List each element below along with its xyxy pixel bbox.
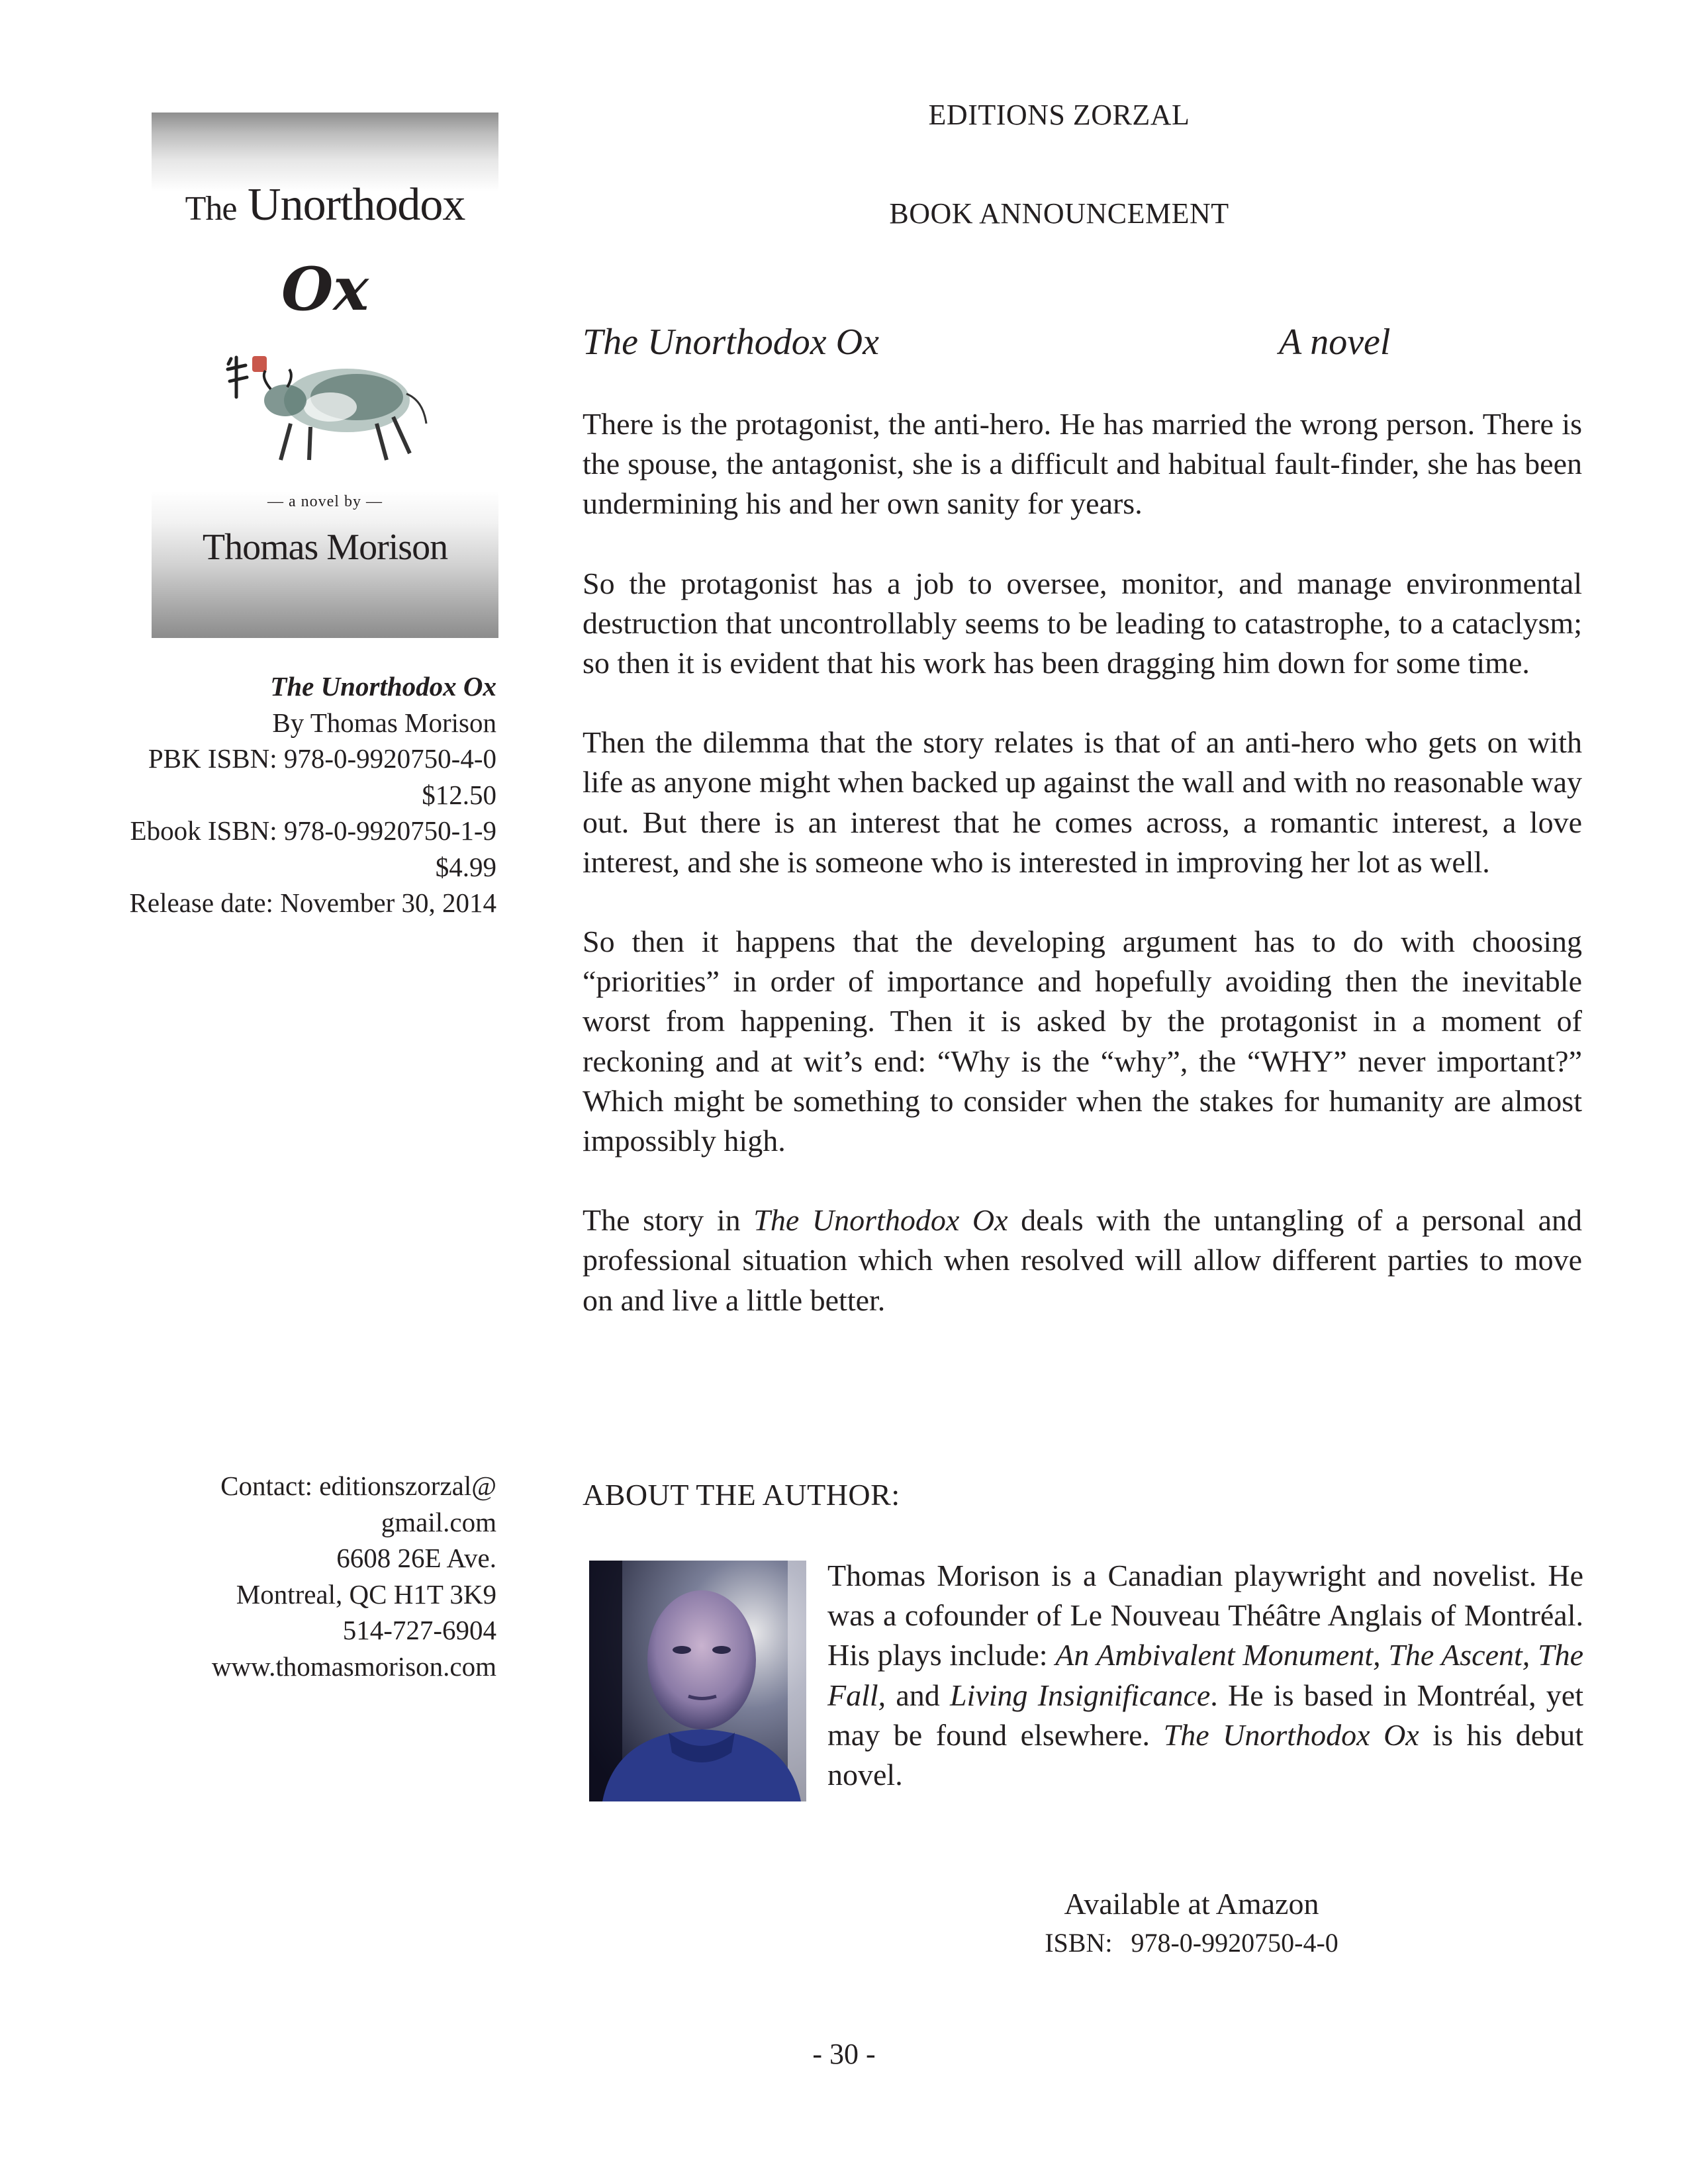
book-info-title: The Unorthodox Ox bbox=[270, 671, 496, 702]
calligraphy-mark bbox=[228, 357, 247, 397]
availability-isbn: ISBN: 978-0-9920750-4-0 bbox=[1045, 1928, 1338, 1958]
book-genre: A novel bbox=[1279, 322, 1391, 363]
contact-email-line2: gmail.com bbox=[381, 1506, 496, 1537]
contact-email-line1: Contact: editionszorzal@ bbox=[220, 1471, 496, 1501]
announcement-heading: BOOK ANNOUNCEMENT bbox=[889, 197, 1229, 230]
page-number: - 30 - bbox=[812, 2038, 876, 2070]
synopsis bbox=[583, 404, 1582, 1360]
contact-website[interactable]: www.thomasmorison.com bbox=[211, 1651, 496, 1682]
synopsis-paragraph-2: So the protagonist has a job to oversee, monitor, and manage environmental destruction that uncontrollably seems to be leading to catastrophe, to a cataclysm; so then it is evident that his work has been dragging him down for some time. bbox=[583, 566, 1582, 680]
ox-illustration bbox=[224, 338, 436, 470]
cover-author: Thomas Morison bbox=[202, 527, 448, 568]
book-info-release: Release date: November 30, 2014 bbox=[129, 887, 496, 918]
book-info-pbk-price: $12.50 bbox=[422, 779, 496, 810]
synopsis-paragraph-1: There is the protagonist, the anti-hero. He has married the wrong person. There is the spouse, the antagonist, she is a difficult and habitual fault-finder, she has been undermining his and her own sanity for years. bbox=[583, 407, 1582, 521]
cover-byline: — a novel by — bbox=[267, 493, 383, 510]
author-bio: Thomas Morison is a Canadian playwright and novelist. He was a cofounder of Le Nouveau Théâtre Anglais of Montréal. His plays include: An Ambivalent Monument, The Ascent, The Fall, and Living Insignificance. He is based in Montréal, yet may be found elsewhere. The Unorthodox Ox is his debut novel. bbox=[827, 1559, 1584, 1792]
red-seal bbox=[252, 356, 267, 372]
about-author-heading: ABOUT THE AUTHOR: bbox=[583, 1478, 900, 1512]
book-title-inline: The Unorthodox Ox bbox=[753, 1203, 1008, 1238]
synopsis-paragraph-3: Then the dilemma that the story relates is that of an anti-hero who gets on with life as anyone might when backed up against the wall and with no reasonable way out. But there is an interest that he comes across, a romantic interest, a love interest, and she is someone who is interested in improving her lot as well. bbox=[583, 725, 1582, 879]
book-info bbox=[130, 668, 496, 921]
synopsis-paragraph-4: So then it happens that the developing argument has to do with choosing “priorities” in order of importance and hopefully avoiding then the inevitable worst from happening. Then it is asked by the protagonist in a moment of reckoning and at wit’s end: “Why is the “why”, the “WHY” never important?” Which might be something to consider when the stakes for humanity are almost impossibly high. bbox=[583, 925, 1582, 1158]
play-title: Living Insignificance bbox=[949, 1678, 1211, 1712]
contact-phone: 514-727-6904 bbox=[342, 1615, 496, 1645]
novel-title: The Unorthodox Ox bbox=[1163, 1717, 1419, 1752]
book-info-ebook-price: $4.99 bbox=[435, 851, 496, 882]
contact-street: 6608 26E Ave. bbox=[336, 1543, 496, 1573]
author-photo bbox=[589, 1561, 806, 1801]
book-title: The Unorthodox Ox bbox=[583, 322, 879, 363]
plays-list: An Ambivalent Monument, The Ascent, The Fall, bbox=[827, 1638, 1583, 1712]
book-info-ebook-isbn: Ebook ISBN: 978-0-9920750-1-9 bbox=[130, 815, 496, 846]
book-cover bbox=[152, 113, 498, 638]
availability-text: Available at Amazon bbox=[1064, 1887, 1319, 1921]
book-info-pbk-isbn: PBK ISBN: 978-0-9920750-4-0 bbox=[148, 743, 496, 774]
contact-city: Montreal, QC H1T 3K9 bbox=[236, 1578, 496, 1610]
publisher-name: EDITIONS ZORZAL bbox=[928, 99, 1190, 131]
cover-title: The Unorthodox bbox=[185, 179, 465, 230]
contact-info bbox=[212, 1468, 496, 1684]
synopsis-paragraph-5: The story in The Unorthodox Ox deals with the untangling of a personal and professional situation which when resolved will allow different parties to move on and live a little better. bbox=[583, 1203, 1582, 1317]
ox-figure bbox=[264, 369, 426, 460]
book-info-author: By Thomas Morison bbox=[272, 707, 496, 738]
cover-title-ox: Ox bbox=[281, 254, 369, 324]
